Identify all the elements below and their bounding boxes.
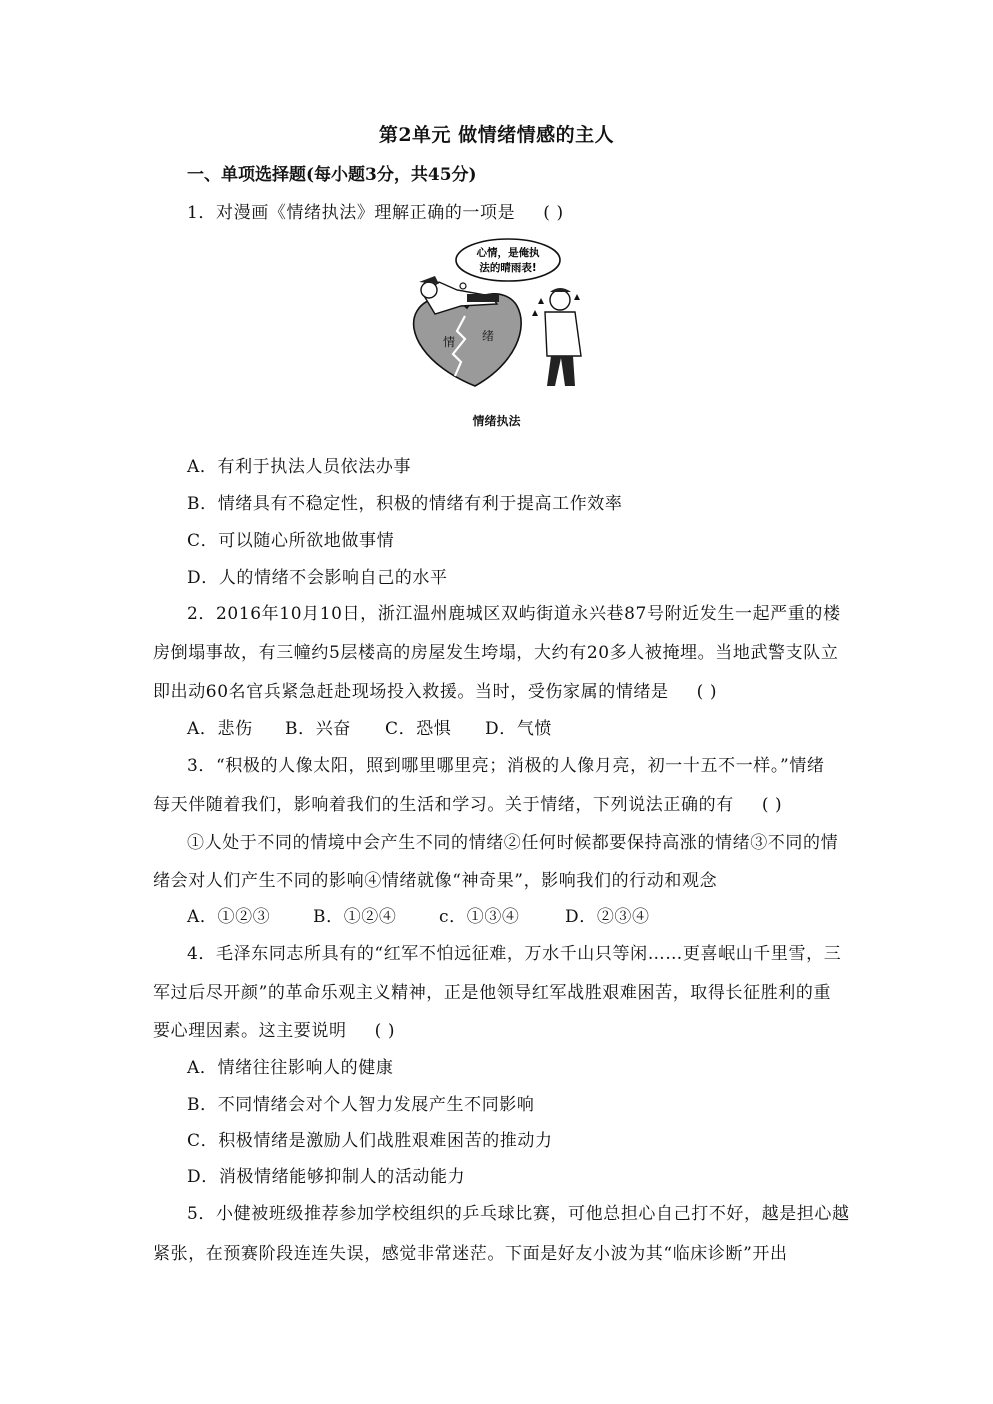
man-body bbox=[545, 312, 581, 356]
q4-line-3-text: 要心理因素。这主要说明 bbox=[153, 1021, 347, 1041]
officer-head bbox=[421, 282, 437, 298]
bubble-text-1: 心情，是俺执 bbox=[476, 247, 540, 259]
cartoon-illustration bbox=[405, 236, 595, 396]
heart-char-1: 情 bbox=[443, 335, 456, 349]
q5-line-1: 5．小健被班级推荐参加学校组织的乒乓球比赛，可他总担心自己打不好，越是担心越 bbox=[187, 1204, 850, 1224]
officer-legs bbox=[467, 294, 499, 302]
speech-bubble bbox=[456, 239, 560, 281]
q4-option-c: C．积极情绪是激励人们战胜艰难困苦的推动力 bbox=[187, 1131, 553, 1151]
q4-option-b: B．不同情绪会对个人智力发展产生不同影响 bbox=[187, 1095, 535, 1115]
q3-line-4: 绪会对人们产生不同的影响④情绪就像“神奇果”，影响我们的行动和观念 bbox=[153, 871, 718, 891]
q3-line-1: 3．“积极的人像太阳，照到哪里哪里亮；消极的人像月亮，初一十五不一样。”情绪 bbox=[187, 756, 825, 776]
question-1-stem bbox=[187, 198, 564, 223]
answer-paren: ( ) bbox=[761, 795, 783, 815]
q4-line-2: 军过后尽开颜”的革命乐观主义精神，正是他领导红军战胜艰难困苦，取得长征胜利的重 bbox=[153, 983, 832, 1003]
q3-options bbox=[187, 902, 650, 927]
cartoon-caption: 情绪执法 bbox=[472, 414, 521, 428]
q4-line-3 bbox=[153, 1016, 395, 1041]
q1-option-a: A．有利于执法人员依法办事 bbox=[187, 457, 412, 477]
q2-option-b: B．兴奋 bbox=[285, 719, 351, 739]
q3-line-2-text: 每天伴随着我们，影响着我们的生活和学习。关于情绪，下列说法正确的有 bbox=[153, 795, 734, 815]
q2-option-c: C．恐惧 bbox=[385, 719, 452, 739]
q4-option-d: D．消极情绪能够抑制人的活动能力 bbox=[187, 1167, 466, 1187]
q3-line-3: ①人处于不同的情境中会产生不同的情绪②任何时候都要保持高涨的情绪③不同的情 bbox=[187, 833, 839, 853]
man-legs bbox=[547, 356, 575, 386]
q5-line-2: 紧张，在预赛阶段连连失误，感觉非常迷茫。下面是好友小波为其“临床诊断”开出 bbox=[153, 1244, 788, 1264]
page-title: 第2单元 做情绪情感的主人 bbox=[378, 124, 615, 146]
section-heading: 一、单项选择题(每小题3分，共45分) bbox=[187, 165, 477, 185]
answer-paren: ( ) bbox=[543, 203, 564, 223]
q2-line-3-text: 即出动60名官兵紧急赶赴现场投入救援。当时，受伤家属的情绪是 bbox=[153, 682, 669, 702]
q2-line-2: 房倒塌事故，有三幢约5层楼高的房屋发生垮塌，大约有20多人被掩埋。当地武警支队立 bbox=[153, 643, 839, 663]
q2-line-1: 2．2016年10月10日，浙江温州鹿城区双屿街道永兴巷87号附近发生一起严重的楼 bbox=[187, 604, 841, 624]
q3-option-b: B．①②④ bbox=[313, 907, 397, 927]
officer-cap bbox=[419, 276, 439, 284]
bubble-text-2: 法的晴雨表! bbox=[479, 262, 537, 274]
q1-option-d: D．人的情绪不会影响自己的水平 bbox=[187, 568, 448, 588]
q3-option-a: A．①②③ bbox=[187, 907, 271, 927]
q1-option-c: C．可以随心所欲地做事情 bbox=[187, 531, 395, 551]
q4-line-1: 4．毛泽东同志所具有的“红军不怕远征难，万水千山只等闲……更喜岷山千里雪，三 bbox=[187, 944, 842, 964]
answer-paren: ( ) bbox=[696, 682, 718, 702]
question-1-text: 1．对漫画《情绪执法》理解正确的一项是 bbox=[187, 203, 516, 223]
answer-paren: ( ) bbox=[374, 1021, 396, 1041]
q3-option-d: D．②③④ bbox=[565, 907, 650, 927]
q2-option-a: A．悲伤 bbox=[187, 719, 253, 739]
q3-line-2 bbox=[153, 790, 782, 815]
heart-char-2: 绪 bbox=[482, 329, 495, 343]
q4-option-a: A．情绪往往影响人的健康 bbox=[187, 1058, 394, 1078]
q3-option-c: c．①③④ bbox=[439, 907, 520, 927]
q2-line-3 bbox=[153, 677, 717, 702]
man-head bbox=[550, 290, 570, 310]
q2-option-d: D．气愤 bbox=[485, 719, 553, 739]
q2-options bbox=[187, 714, 552, 739]
heart-shape bbox=[414, 294, 522, 386]
q1-option-b: B．情绪具有不稳定性，积极的情绪有利于提高工作效率 bbox=[187, 494, 623, 514]
